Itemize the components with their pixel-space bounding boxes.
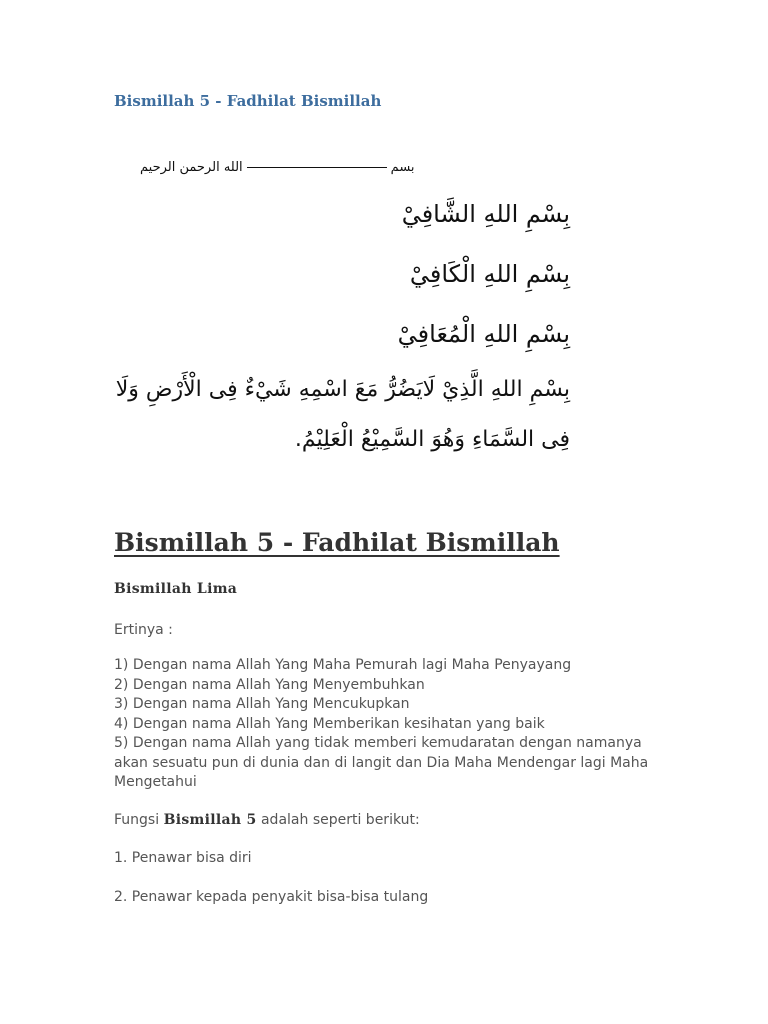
fungsi-intro (114, 811, 674, 831)
fungsi-prefix: Fungsi (114, 812, 164, 828)
arabic-basmalah-header (140, 150, 570, 184)
fungsi-bold: Bismillah 5 (163, 812, 257, 828)
meanings-list (114, 656, 674, 793)
arabic-header-right: الله الرحمن الرحيم (140, 159, 243, 175)
fungsi-suffix: adalah seperti berikut: (256, 812, 420, 828)
arabic-calligraphy-figure (115, 150, 570, 480)
function-item-2: 2. Penawar kepada penyakit bisa-bisa tulang (114, 889, 429, 905)
article-subheading: Bismillah Lima (114, 581, 238, 597)
ertinya-label: Ertinya : (114, 622, 173, 638)
meaning-item: 2) Dengan nama Allah Yang Menyembuhkan (114, 676, 425, 693)
post-title-link[interactable]: Bismillah 5 - Fadhilat Bismillah (114, 92, 382, 110)
meaning-item: 1) Dengan nama Allah Yang Maha Pemurah lagi Maha Penyayang (114, 657, 572, 673)
meaning-item: 5) Dengan nama Allah yang tidak memberi kemudaratan dengan namanya akan sesuatu pun di dunia dan di langit dan Dia Maha Mendengar lagi Maha Mengetahui (114, 735, 649, 790)
arabic-line-5: فِى السَّمَاءِ وَهُوَ السَّمِيْعُ الْعَلِيْمُ. (294, 427, 570, 452)
arabic-line-2: بِسْمِ اللهِ الْكَافِيْ (409, 260, 570, 288)
function-item-1: 1. Penawar bisa diri (114, 850, 252, 866)
article-heading: Bismillah 5 - Fadhilat Bismillah (114, 528, 560, 557)
meaning-item: 4) Dengan nama Allah Yang Memberikan kesihatan yang baik (114, 715, 545, 732)
calligraphy-stroke (247, 167, 387, 168)
arabic-line-1: بِسْمِ اللهِ الشَّافِيْ (401, 200, 570, 228)
arabic-line-4: بِسْمِ اللهِ الَّذِيْ لَايَضُرُّ مَعَ اسْمِهِ شَيْءٌ فِى الْأَرْضِ وَلَا (115, 377, 570, 402)
arabic-header-left: بسم (390, 159, 415, 175)
meaning-item: 3) Dengan nama Allah Yang Mencukupkan (114, 696, 410, 712)
arabic-line-3: بِسْمِ اللهِ الْمُعَافِيْ (397, 320, 570, 348)
